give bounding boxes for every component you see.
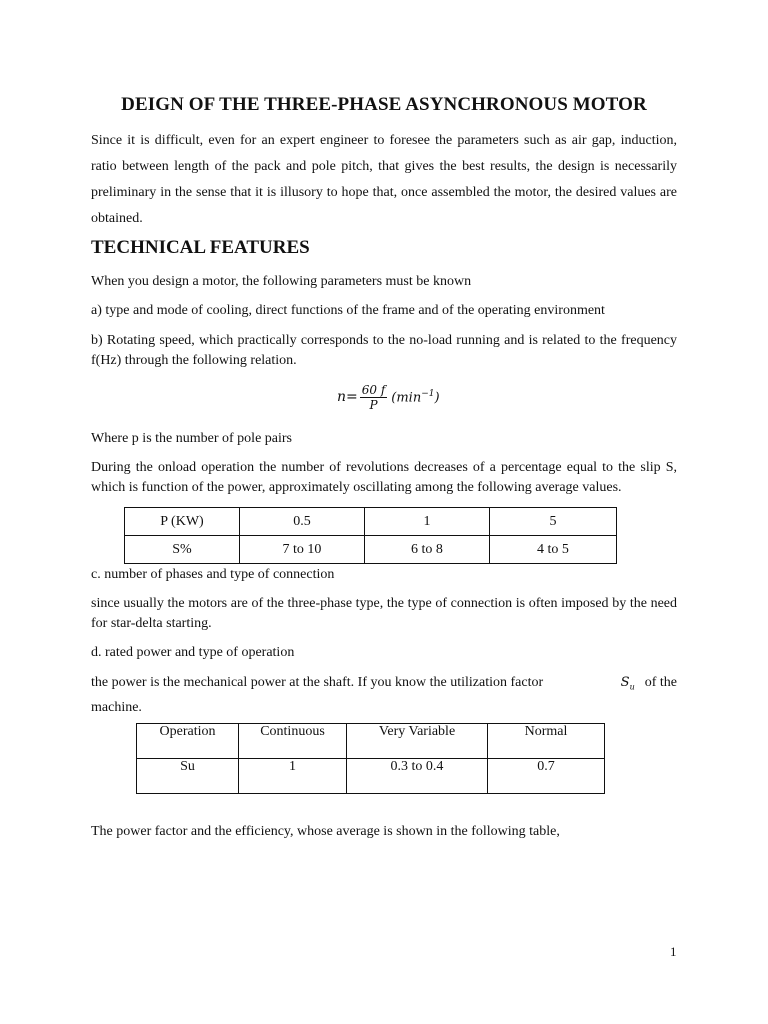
table-cell: Operation bbox=[137, 724, 239, 759]
connection-paragraph: since usually the motors are of the three-phase type, the type of connection is often imposed by the need for star-delta starting. bbox=[91, 596, 677, 631]
table-cell: 4 to 5 bbox=[490, 536, 617, 564]
formula-unit-close: ) bbox=[434, 390, 440, 406]
power-text-after: of the bbox=[644, 675, 677, 690]
table-row bbox=[137, 759, 605, 794]
utilization-factor-symbol bbox=[621, 673, 635, 698]
power-factor-paragraph: The power factor and the efficiency, whose average is shown in the following table, bbox=[91, 824, 560, 839]
parameters-paragraph: When you design a motor, the following parameters must be known bbox=[91, 274, 472, 289]
table-cell: Su bbox=[137, 759, 239, 794]
table-cell: Very Variable bbox=[347, 724, 488, 759]
item-d: d. rated power and type of operation bbox=[91, 645, 295, 660]
table-cell: 0.3 to 0.4 bbox=[347, 759, 488, 794]
speed-formula bbox=[337, 380, 440, 414]
table-cell: Normal bbox=[488, 724, 605, 759]
su-symbol: S bbox=[620, 675, 630, 690]
section-heading: TECHNICAL FEATURES bbox=[91, 237, 310, 258]
slip-table bbox=[124, 507, 617, 564]
formula-unit-exp: −1 bbox=[421, 388, 435, 399]
table-row bbox=[125, 508, 617, 536]
formula-unit bbox=[391, 389, 439, 405]
table-cell: 1 bbox=[365, 508, 490, 536]
table-cell: Continuous bbox=[239, 724, 347, 759]
operation-table bbox=[136, 723, 605, 794]
table-cell: 1 bbox=[239, 759, 347, 794]
formula-lhs: n= bbox=[337, 389, 358, 405]
formula-fraction bbox=[360, 383, 388, 412]
item-c: c. number of phases and type of connection bbox=[91, 567, 335, 582]
power-line-1 bbox=[91, 673, 677, 698]
table-cell: 0.7 bbox=[488, 759, 605, 794]
table-cell: S% bbox=[125, 536, 240, 564]
su-subscript: u bbox=[629, 682, 635, 692]
power-paragraph bbox=[91, 673, 677, 718]
document-title: DEIGN OF THE THREE-PHASE ASYNCHRONOUS MOTOR bbox=[121, 94, 647, 115]
table-cell: 6 to 8 bbox=[365, 536, 490, 564]
table-cell: 0.5 bbox=[240, 508, 365, 536]
table-cell: 5 bbox=[490, 508, 617, 536]
formula-unit-open: (min bbox=[391, 390, 422, 406]
power-line-2: machine. bbox=[91, 699, 142, 715]
slip-paragraph: During the onload operation the number of revolutions decreases of a percentage equal to the slip S, which is function of the power, approximately oscillating among the following average values. bbox=[91, 460, 677, 495]
table-cell: 7 to 10 bbox=[240, 536, 365, 564]
item-b: b) Rotating speed, which practically corresponds to the no-load running and is related to the frequency f(Hz) through the following relation. bbox=[91, 333, 677, 368]
power-text-before: the power is the mechanical power at the shaft. If you know the utilization factor bbox=[91, 675, 544, 690]
table-cell: P (KW) bbox=[125, 508, 240, 536]
table-row bbox=[125, 536, 617, 564]
formula-denominator: P bbox=[369, 397, 378, 412]
page-number: 1 bbox=[670, 944, 677, 959]
intro-paragraph: Since it is difficult, even for an expert engineer to foresee the parameters such as air gap, induction, ratio between length of the pack and pole pitch, that gives the best results, the design is necessarily preliminary in the sense that it is illusory to hope that, once assembled the motor, the desired values are obtained. bbox=[91, 133, 677, 226]
formula-numerator: 60 f bbox=[361, 382, 386, 397]
item-a: a) type and mode of cooling, direct functions of the frame and of the operating environment bbox=[91, 303, 605, 318]
pole-pairs-paragraph: Where p is the number of pole pairs bbox=[91, 431, 292, 446]
table-row bbox=[137, 724, 605, 759]
